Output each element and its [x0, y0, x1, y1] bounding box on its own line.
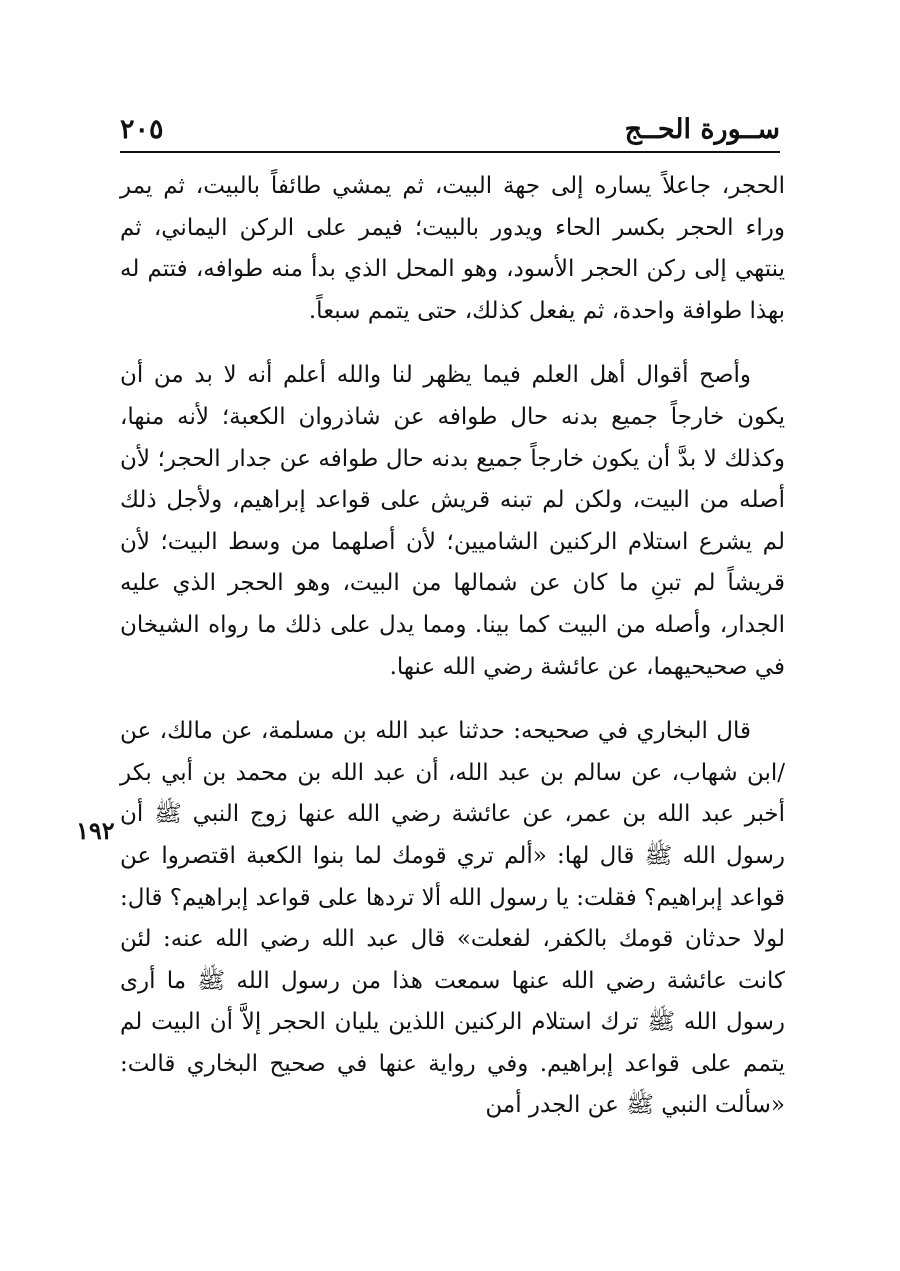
surah-title: ســورة الحــج	[624, 114, 780, 145]
paragraph-3: قال البخاري في صحيحه: حدثنا عبد الله بن مسلمة، عن مالك، عن /ابن شهاب، عن سالم بن عبد الله، أن عبد الله بن محمد بن أبي بكر أخبر عبد الله بن عمر، عن عائشة رضي الله عنها زوج النبي ﷺ أن رسول الله ﷺ قال لها: «ألم تري قومك لما بنوا الكعبة اقتصروا عن قواعد إبراهيم؟ فقلت: يا رسول الله ألا تردها على قواعد إبراهيم؟ قال: لولا حدثان قومك بالكفر، لفعلت» قال عبد الله رضي الله عنه: لئن كانت عائشة رضي الله عنها سمعت هذا من رسول الله ﷺ ما أرى رسول الله ﷺ ترك استلام الركنين اللذين يليان الحجر إلاَّ أن البيت لم يتمم على قواعد إبراهيم. وفي رواية عنها في صحيح البخاري قالت: «سألت النبي ﷺ عن الجدر أمن	[120, 718, 785, 1119]
margin-page-reference: ١٩٢	[76, 816, 115, 845]
paragraph-1: الحجر، جاعلاً يساره إلى جهة البيت، ثم يمشي طائفاً بالبيت، ثم يمر وراء الحجر بكسر الحاء ويدور بالبيت؛ فيمر على الركن اليماني، ثم ينتهي إلى ركن الحجر الأسود، وهو المحل الذي بدأ منه طوافه، فتتم له بهذا طوافة واحدة، ثم يفعل كذلك، حتى يتمم سبعاً.	[120, 173, 785, 324]
paragraph-2: وأصح أقوال أهل العلم فيما يظهر لنا والله أعلم أنه لا بد من أن يكون خارجاً جميع بدنه حال طوافه عن شاذروان الكعبة؛ لأنه منها، وكذلك لا بدَّ أن يكون خارجاً جميع بدنه حال طوافه عن جدار الحجر؛ لأن أصله من البيت، ولكن لم تبنه قريش على قواعد إبراهيم، ولأجل ذلك لم يشرع استلام الركنين الشاميين؛ لأن أصلهما من وسط البيت؛ لأن قريشاً لم تبنِ ما كان عن شمالها من البيت، وهو الحجر الذي عليه الجدار، وأصله من البيت كما بينا. ومما يدل على ذلك ما رواه الشيخان في صحيحيهما، عن عائشة رضي الله عنها.	[120, 362, 785, 680]
page-number: ٢٠٥	[120, 114, 164, 145]
page-header	[120, 112, 780, 152]
header-divider	[120, 151, 780, 153]
page-body	[120, 166, 785, 1127]
